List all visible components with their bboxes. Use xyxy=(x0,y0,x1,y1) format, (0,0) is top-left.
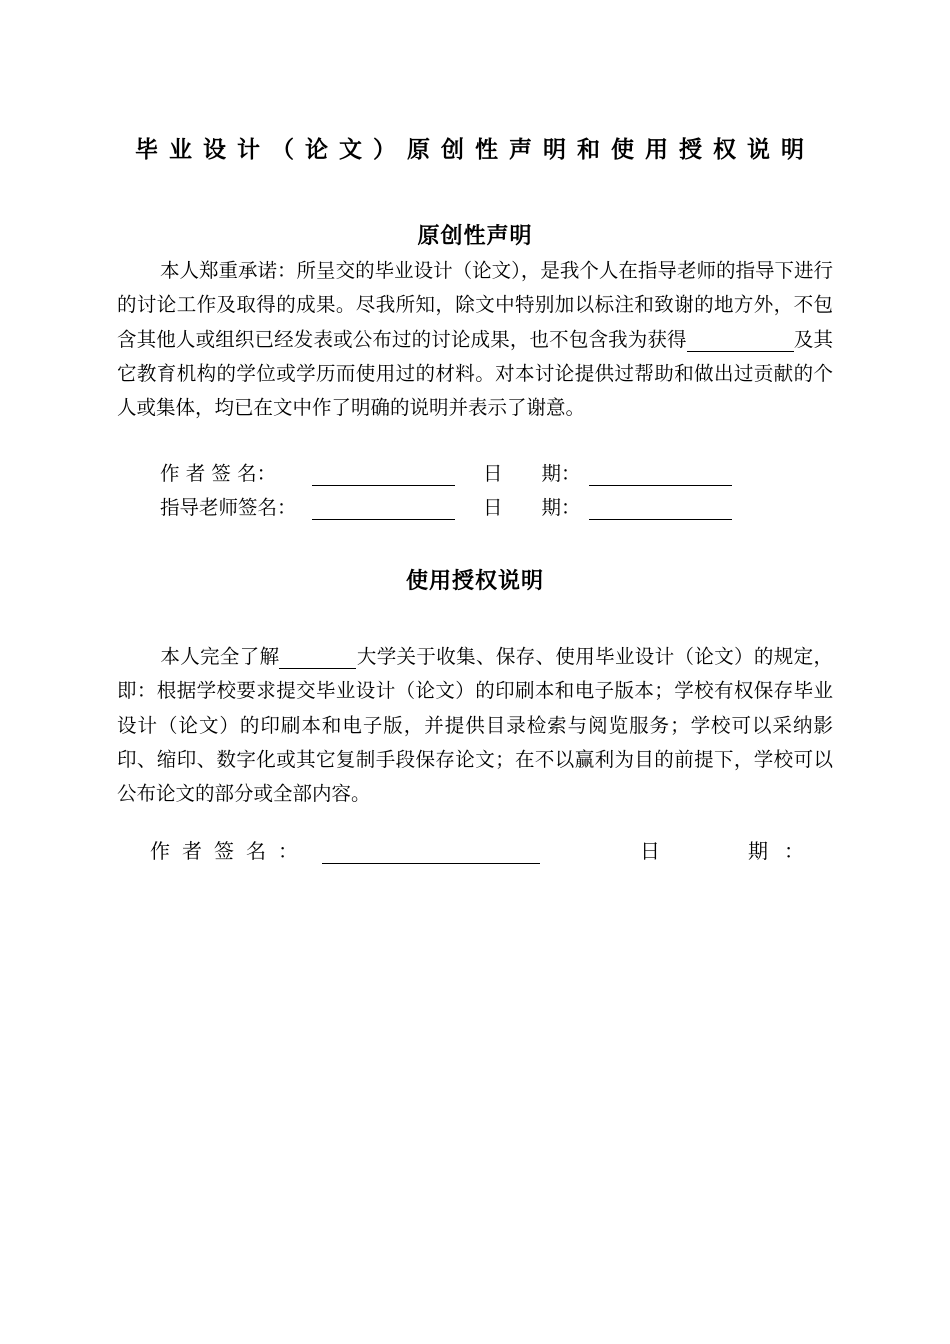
university-blank[interactable] xyxy=(279,646,356,669)
authorization-signature-row xyxy=(150,834,820,868)
author-date-label: 日 期： xyxy=(483,462,581,485)
originality-statement xyxy=(117,254,833,425)
institution-blank[interactable] xyxy=(687,329,794,352)
advisor-date-line[interactable] xyxy=(589,497,732,520)
originality-text-part2: 及其它教育机构的学位或学历而使用过的材料。对本讨论提供过帮助和做出过贡献的个人或集体，均已在文中作了明确的说明并表示了谢意。 xyxy=(117,327,833,420)
author-signature-row xyxy=(160,457,732,491)
authorization-heading: 使用授权说明 xyxy=(405,569,544,594)
originality-heading: 原创性声明 xyxy=(417,224,533,249)
originality-text-part1: 本人郑重承诺：所呈交的毕业设计（论文），是我个人在指导老师的指导下进行的讨论工作及取得的成果。尽我所知，除文中特别加以标注和致谢的地方外，不包含其他人或组织已经发表或公布过的讨论成果，也不包含我为获得 xyxy=(117,259,833,351)
authorization-text-part2: 大学关于收集、保存、使用毕业设计（论文）的规定，即：根据学校要求提交毕业设计（论文）的印刷本和电子版本；学校有权保存毕业设计（论文）的印刷本和电子版，并提供目录检索与阅览服务；学校可以采纳影印、缩印、数字化或其它复制手段保存论文；在不以赢利为目的前提下，学校可以公布论文的部分或全部内容。 xyxy=(117,645,833,806)
final-author-sign-label: 作者签名： xyxy=(150,839,310,863)
document-title: 毕业设计（论文）原创性声明和使用授权说明 xyxy=(135,137,815,163)
author-sign-line[interactable] xyxy=(312,463,455,486)
author-sign-label: 作 者 签 名： xyxy=(160,462,277,485)
advisor-signature-row xyxy=(160,491,732,525)
authorization-statement xyxy=(117,640,833,811)
author-date-line[interactable] xyxy=(589,463,732,486)
final-date-label: 日 期： xyxy=(640,839,820,863)
advisor-date-label: 日 期： xyxy=(483,496,581,519)
advisor-sign-line[interactable] xyxy=(312,497,455,520)
advisor-sign-label: 指导老师签名： xyxy=(160,496,297,519)
final-author-sign-line[interactable] xyxy=(322,841,540,864)
authorization-text-part1: 本人完全了解 xyxy=(160,645,280,668)
